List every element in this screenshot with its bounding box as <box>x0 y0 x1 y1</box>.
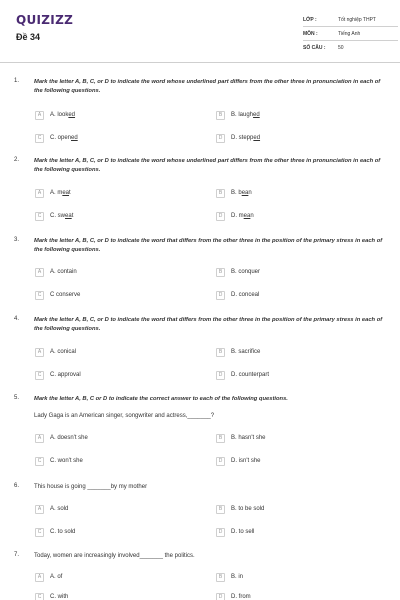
option-letter-box: B <box>216 348 225 357</box>
option-b[interactable] <box>216 433 266 443</box>
question-stem: Lady Gaga is an American singer, songwriter and actress,_______? <box>34 413 215 419</box>
option-letter-box: D <box>216 371 225 380</box>
option-letter-box: D <box>216 134 225 143</box>
option-c[interactable] <box>35 370 81 380</box>
option-text: D. stepped <box>231 135 261 141</box>
option-text: C. with <box>50 594 69 600</box>
option-letter-box: A <box>35 268 44 277</box>
meta-label: MÔN : <box>303 30 318 37</box>
option-b[interactable] <box>216 504 264 514</box>
option-text: B. hasn't she <box>231 435 266 441</box>
option-letter-box: C <box>35 134 44 143</box>
option-text: B. conquer <box>231 269 261 275</box>
option-a[interactable] <box>35 347 76 357</box>
option-text: D. isn't she <box>231 458 261 464</box>
meta-label: SỐ CÂU : <box>303 45 326 51</box>
option-letter-box: B <box>216 268 225 277</box>
option-c[interactable] <box>35 133 78 143</box>
option-letter-box: D <box>216 457 225 466</box>
question-instruction: Mark the letter A, B, C, or D to indicate the word that differs from the other three in the position of the primary stress in each of the following questions. <box>34 238 383 253</box>
option-c[interactable] <box>35 290 80 300</box>
option-a[interactable] <box>35 433 88 443</box>
option-letter-box: C <box>35 371 44 380</box>
page-header <box>0 0 400 62</box>
option-letter-box: D <box>216 528 225 537</box>
option-c[interactable] <box>35 456 83 466</box>
question-instruction: Mark the letter A, B, C, or D to indicate the word whose underlined part differs from the other three in pronunciation in each of the following questions. <box>34 158 381 173</box>
option-letter-box: B <box>216 505 225 514</box>
option-text: A. meat <box>50 190 71 196</box>
option-text: C. to sold <box>50 529 76 535</box>
option-letter-box: B <box>216 573 225 582</box>
question-number: 1. <box>14 78 20 84</box>
option-a[interactable] <box>35 267 77 277</box>
option-text: A. sold <box>50 506 69 512</box>
option-text: D. counterpart <box>231 372 270 378</box>
option-d[interactable] <box>216 290 259 300</box>
option-text: D. conceal <box>231 292 260 298</box>
option-d[interactable] <box>216 592 251 600</box>
option-b[interactable] <box>216 110 260 120</box>
quizizz-logo: QUIZIZZ <box>16 13 74 27</box>
option-letter-box: A <box>35 189 44 198</box>
question-instruction: Mark the letter A, B, C, or D to indicate the word that differs from the other three in the position of the primary stress in each of the following questions. <box>34 317 383 332</box>
option-text: A. of <box>50 574 63 580</box>
option-c[interactable] <box>35 527 75 537</box>
header-divider <box>0 62 400 63</box>
question-number: 2. <box>14 157 20 163</box>
option-d[interactable] <box>216 456 261 466</box>
question-instruction: Mark the letter A, B, C, or D to indicate the word whose underlined part differs from the other three in pronunciation in each of the following questions. <box>34 79 381 94</box>
meta-row-count <box>303 41 398 55</box>
option-text: C. sweat <box>50 213 74 219</box>
option-letter-box: C <box>35 528 44 537</box>
question-number: 4. <box>14 316 20 322</box>
option-text: C. won't she <box>50 458 83 464</box>
question-number: 7. <box>14 552 20 558</box>
option-a[interactable] <box>35 504 68 514</box>
meta-row-class <box>303 13 398 27</box>
question-stem: Today, women are increasingly involved_______ the politics. <box>34 553 195 559</box>
option-b[interactable] <box>216 188 252 198</box>
option-letter-box: C <box>35 593 44 600</box>
meta-value: 50 <box>338 45 344 51</box>
option-a[interactable] <box>35 572 62 582</box>
meta-value: Tốt nghiệp THPT <box>338 16 376 23</box>
option-d[interactable] <box>216 527 254 537</box>
option-text: A. looked <box>50 112 76 118</box>
question-stem: This house is going _______by my mother <box>34 484 148 490</box>
option-a[interactable] <box>35 110 75 120</box>
option-text: C. opened <box>50 135 78 141</box>
option-b[interactable] <box>216 267 260 277</box>
option-letter-box: C <box>35 457 44 466</box>
option-b[interactable] <box>216 572 243 582</box>
meta-value: Tiếng Anh <box>338 30 361 37</box>
option-letter-box: A <box>35 573 44 582</box>
option-letter-box: B <box>216 434 225 443</box>
option-a[interactable] <box>35 188 71 198</box>
option-d[interactable] <box>216 370 269 380</box>
option-text: A. conical <box>50 349 77 355</box>
option-letter-box: B <box>216 111 225 120</box>
option-text: B. to be sold <box>231 506 265 512</box>
option-letter-box: A <box>35 434 44 443</box>
option-letter-box: A <box>35 505 44 514</box>
option-letter-box: C <box>35 212 44 221</box>
meta-label: LỚP : <box>303 16 317 23</box>
option-letter-box: A <box>35 111 44 120</box>
option-letter-box: A <box>35 348 44 357</box>
question-instruction: Mark the letter A, B, C or D to indicate the correct answer to each of the following questions. <box>34 396 288 402</box>
option-d[interactable] <box>216 133 260 143</box>
option-text: B. laughed <box>231 112 260 118</box>
meta-row-subject <box>303 27 398 41</box>
option-text: B. sacrifice <box>231 349 261 355</box>
option-text: C. approval <box>50 372 81 378</box>
option-text: A. contain <box>50 269 77 275</box>
question-number: 3. <box>14 237 20 243</box>
option-text: D. to sell <box>231 529 255 535</box>
option-letter-box: D <box>216 291 225 300</box>
meta-table <box>303 13 398 55</box>
option-c[interactable] <box>35 211 73 221</box>
option-text: B. bean <box>231 190 252 196</box>
question-number: 6. <box>14 483 20 489</box>
option-text: C conserve <box>50 292 81 298</box>
option-letter-box: D <box>216 212 225 221</box>
option-text: D. mean <box>231 213 254 219</box>
question-number: 5. <box>14 395 20 401</box>
option-letter-box: B <box>216 189 225 198</box>
option-c[interactable] <box>35 592 68 600</box>
document-title: Đề 34 <box>16 32 41 42</box>
option-letter-box: D <box>216 593 225 600</box>
option-text: B. in <box>231 574 244 580</box>
option-text: D. from <box>231 594 251 600</box>
option-d[interactable] <box>216 211 254 221</box>
option-b[interactable] <box>216 347 260 357</box>
option-letter-box: C <box>35 291 44 300</box>
option-text: A. doesn't she <box>50 435 88 441</box>
